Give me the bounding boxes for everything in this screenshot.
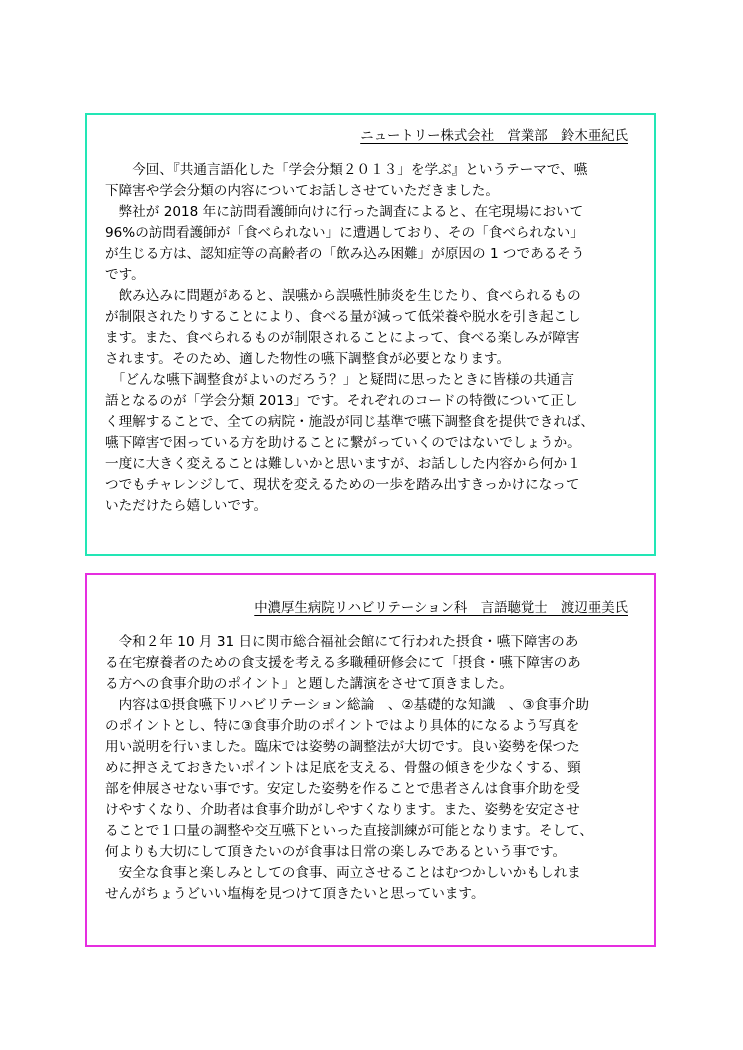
text-line: せんがちょうどいい塩梅を見つけて頂きたいと思っています。 [105, 886, 485, 902]
text-line: 今回、『共通言語化した「学会分類２０１３」を学ぶ』というテーマで、嚥 [105, 162, 588, 178]
text-line: る方への食事介助のポイント」と題した講演をさせて頂きました。 [105, 676, 513, 692]
text-line: めに押さえておきたいポイントは足底を支える、骨盤の傾きを少なくする、頸 [105, 760, 581, 776]
text-line: 「どんな嚥下調整食がよいのだろう？」と疑問に思ったときに皆様の共通言 [105, 372, 574, 388]
text-line: のポイントとし、特に③食事介助のポイントではより具体的になるよう写真を [105, 718, 580, 734]
text-line: 96%の訪問看護師が「食べられない」に遭遇しており、その「食べられない」 [105, 225, 584, 241]
text-line: 令和２年 10 月 31 日に関市総合福祉会館にて行われた摂食・嚥下障害のあ [105, 634, 579, 650]
text-line: 下障害や学会分類の内容についてお話しさせていただきました。 [105, 183, 499, 199]
text-line: 弊社が 2018 年に訪問看護師向けに行った調査によると、在宅現場において [105, 204, 584, 220]
text-line: です。 [105, 267, 145, 283]
text-line: つでもチャレンジして、現状を変えるための一歩を踏み出すきっかけになって [105, 477, 580, 493]
text-line: ます。また、食べられるものが制限されることによって、食べる楽しみが障害 [105, 330, 580, 346]
text-line: 嚥下障害で困っている方を助けることに繋がっていくのではないでしょうか。 [105, 435, 581, 451]
text-line: が生じる方は、認知症等の高齢者の「飲み込み困難」が原因の 1 つであるそう [105, 246, 585, 262]
text-line: 一度に大きく変えることは難しいかと思いますが、お話しした内容から何か１ [105, 456, 581, 472]
text-line: 安全な食事と楽しみとしての食事、両立させることはむつかしいかもしれま [105, 865, 581, 881]
text-line: ることで１口量の調整や交互嚥下といった直接訓練が可能となります。そして、 [105, 823, 594, 839]
text-line: 飲み込みに問題があると、誤嚥から誤嚥性肺炎を生じたり、食べられるもの [105, 288, 581, 304]
text-line: が制限されたりすることにより、食べる量が減って低栄養や脱水を引き起こし [105, 309, 581, 325]
text-line: されます。そのため、適した物性の嚥下調整食が必要となります。 [105, 351, 511, 367]
article-box-chuno [85, 573, 656, 947]
author-line: ニュートリー株式会社 営業部 鈴木亜紀氏 [360, 129, 628, 144]
text-line: 語となるのが「学会分類 2013」です。それぞれのコードの特徴について正し [105, 393, 578, 409]
author-line: 中濃厚生病院リハビリテーション科 言語聴覚士 渡辺亜美氏 [254, 601, 628, 616]
text-line: る在宅療養者のための食支援を考える多職種研修会にて「摂食・嚥下障害のあ [105, 655, 581, 671]
article-body [105, 160, 640, 517]
article-body [105, 632, 640, 905]
text-line: 何よりも大切にして頂きたいのが食事は日常の楽しみであるという事です。 [105, 844, 567, 860]
text-line: く理解することで、全ての病院・施設が同じ基準で嚥下調整食を提供できれば、 [105, 414, 595, 430]
text-line: いただけたら嬉しいです。 [105, 498, 268, 514]
text-line: けやすくなり、介助者は食事介助がしやすくなります。また、姿勢を安定させ [105, 802, 580, 818]
text-line: 用い説明を行いました。臨床では姿勢の調整法が大切です。良い姿勢を保つた [105, 739, 580, 755]
article-box-nutri [85, 113, 656, 556]
text-line: 内容は①摂食嚥下リハビリテーション総論 、②基礎的な知識 、③食事介助 [105, 697, 589, 713]
text-line: 部を伸展させない事です。安定した姿勢を作ることで患者さんは食事介助を受 [105, 781, 580, 797]
